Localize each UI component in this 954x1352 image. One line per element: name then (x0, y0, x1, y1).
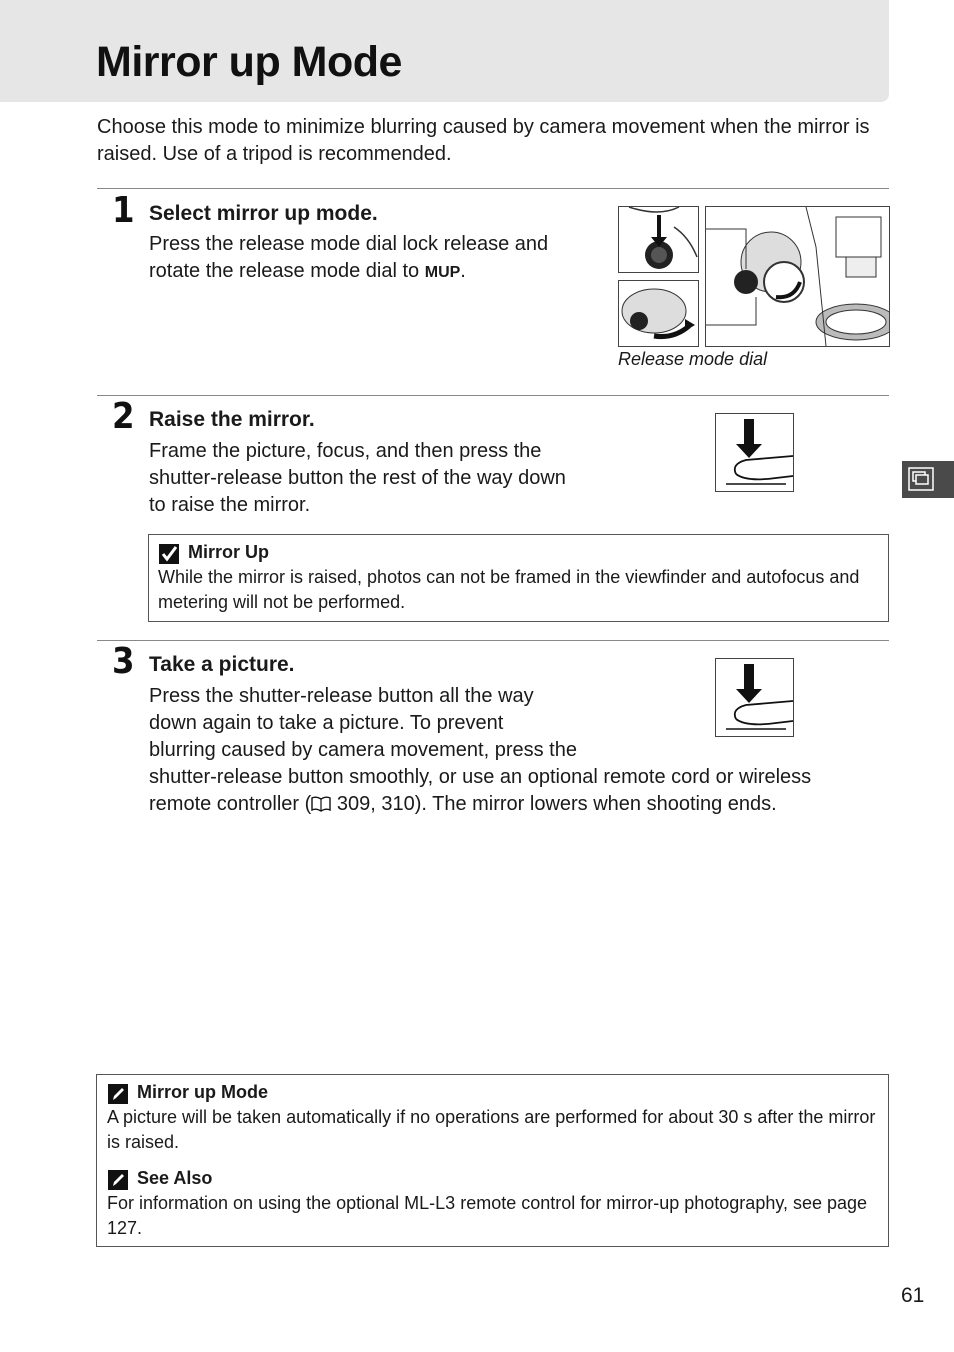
step-heading: Select mirror up mode. (149, 202, 378, 225)
step-heading: Raise the mirror. (149, 408, 315, 431)
step-heading: Take a picture. (149, 653, 295, 676)
camera-top-illustration (705, 206, 890, 347)
page-title: Mirror up Mode (96, 38, 402, 86)
release-mode-icon (908, 467, 934, 496)
note-mirror-up (148, 534, 889, 622)
dial-lock-illustration (618, 206, 699, 273)
figure-caption: Release mode dial (618, 349, 768, 369)
step-number: 3 (112, 641, 135, 682)
side-tab[interactable] (902, 461, 954, 498)
pencil-icon (107, 1083, 127, 1103)
pencil-icon (107, 1169, 127, 1189)
shutter-press-illustration (715, 658, 794, 737)
checkmark-icon (158, 543, 178, 563)
step-divider (97, 395, 889, 396)
note-body: A picture will be taken automatically if no operations are performed for about 30 s after the mirror is raised. (107, 1107, 876, 1152)
book-icon (311, 793, 331, 820)
note-box-bottom (96, 1074, 889, 1247)
mup-mode-label: MUP (424, 264, 461, 281)
step-divider (97, 188, 889, 189)
shutter-press-illustration (715, 413, 794, 492)
note-heading: Mirror up Mode (137, 1082, 268, 1102)
dial-rotate-illustration (618, 280, 699, 347)
step-text: Frame the picture, focus, and then press the shutter-release button the rest of the way down to raise the mirror. (149, 440, 566, 516)
step-text: Press the shutter-release button all the way down again to take a picture. To prevent blurring caused by camera movement, press the shutter-release button smoothly, or use an optional remote cord or wireless remote controller ( 309, 310). The mirror lowers when shooting ends. (149, 683, 879, 820)
intro-text: Choose this mode to minimize blurring caused by camera movement when the mirror is raised. Use of a tripod is recommended. (97, 116, 870, 165)
page-number: 61 (901, 1284, 925, 1307)
step-number: 2 (112, 396, 135, 437)
note-heading: Mirror Up (188, 542, 269, 562)
step-text: Press the release mode dial lock release and rotate the release mode dial to MUP. (149, 233, 549, 282)
step-divider (97, 640, 889, 641)
note-body: For information on using the optional ML-L3 remote control for mirror-up photography, see page 127. (107, 1193, 868, 1238)
note-body: While the mirror is raised, photos can not be framed in the viewfinder and autofocus and metering will not be performed. (158, 567, 860, 612)
note-heading: See Also (137, 1168, 213, 1188)
step-number: 1 (112, 190, 135, 231)
